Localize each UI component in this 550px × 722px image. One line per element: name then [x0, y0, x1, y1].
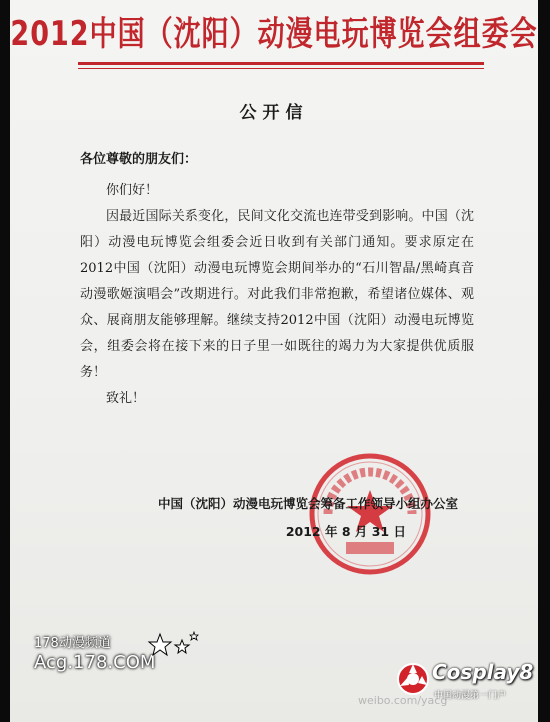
watermark-178-acg: [10, 628, 200, 708]
watermark-178-line1: 178动漫频道: [34, 636, 111, 651]
closing-paragraph: 致礼！: [106, 391, 146, 406]
document-title: 公开信: [239, 103, 309, 123]
letter-paper: [10, 0, 538, 722]
cosplay8-logo-icon: [396, 662, 430, 696]
cosplay8-tagline: 中国动漫第一门户: [434, 691, 507, 701]
signature-date: 2012 年 8 月 31 日: [285, 524, 406, 539]
salutation: 各位尊敬的朋友们：: [80, 152, 198, 167]
letterhead-title: 2012中国（沈阳）动漫电玩博览会组委会: [10, 14, 538, 54]
signature-office: 中国（沈阳）动漫电玩博览会筹备工作领导小组办公室: [157, 496, 458, 511]
stars-icon: [140, 628, 200, 668]
greeting-paragraph: 你们好！: [106, 183, 159, 198]
cosplay8-brand: Cosplay8: [432, 660, 534, 684]
letter-body: [80, 178, 474, 412]
watermark-cosplay8: [396, 650, 546, 720]
letterhead-rule-thick: [78, 62, 484, 65]
main-paragraph: 因最近国际关系变化，民间文化交流也连带受到影响。中国（沈阳）动漫电玩博览会组委会近日收到有关部门通知。要求原定在2012中国（沈阳）动漫电玩博览会期间举办的“石川智晶/黑崎真音动漫歌姬演唱会”改期进行。对此我们非常抱歉，希望诸位媒体、观众、展商朋友能够理解。继续支持2012中国（沈阳）动漫电玩博览会，组委会将在接下来的日子里一如既往的竭力为大家提供优质服务！: [80, 209, 474, 380]
official-seal-icon: [306, 450, 434, 578]
letterhead-rule-thin: [78, 68, 484, 69]
watermark-178-line2: Acg.178.COM: [34, 652, 156, 673]
watermark-weibo: weibo.com/yacg: [358, 694, 448, 707]
